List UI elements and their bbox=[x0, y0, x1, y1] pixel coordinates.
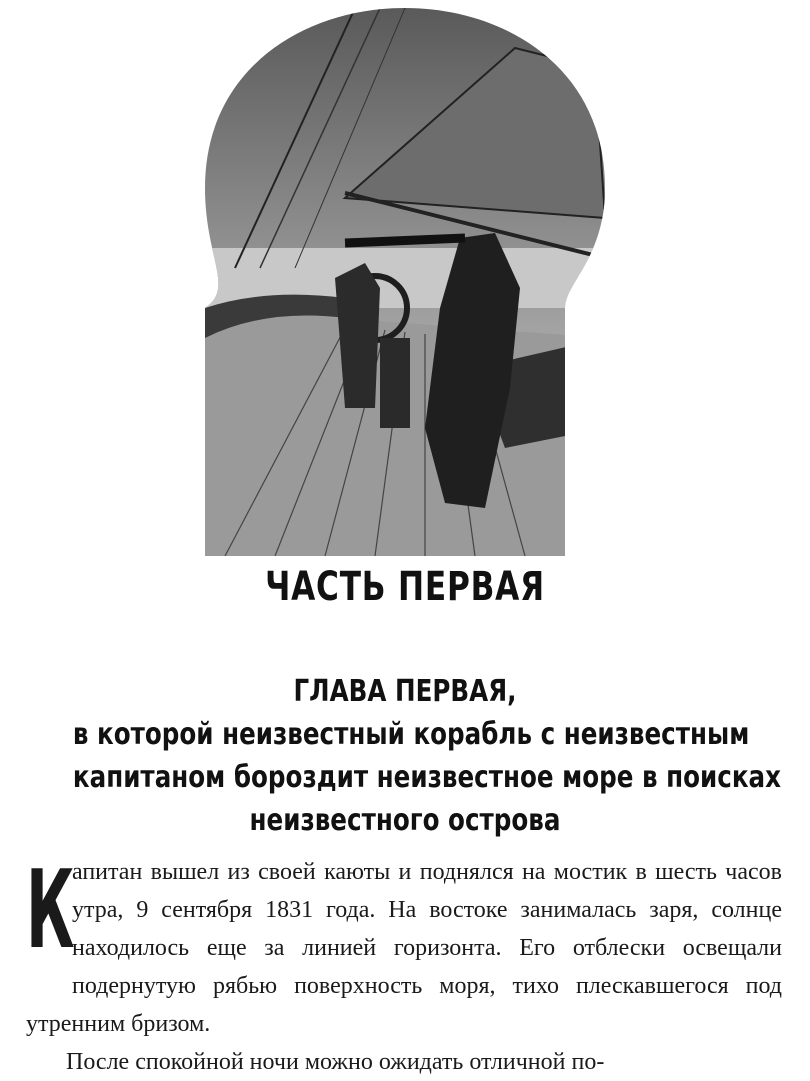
chapter-subtitle-line: в которой неизвестный корабль с неизвестным bbox=[72, 717, 750, 752]
spyglass bbox=[345, 238, 465, 243]
binnacle bbox=[380, 338, 410, 428]
chapter-subtitle-line: неизвестного острова bbox=[249, 803, 561, 838]
chapter-heading bbox=[0, 670, 810, 842]
ship-deck-illustration bbox=[205, 8, 605, 556]
paragraph: апитан вышел из своей каюты и поднялся на мостик в шесть часов утра, 9 сентября 1831 года. На востоке занималась заря, солнце находилось еще за линией горизонта. Его отблески освещали подернутую рябью поверхность моря, тихо плескавшегося под утренним бризом. bbox=[26, 859, 782, 1037]
part-title: ЧАСТЬ ПЕРВАЯ bbox=[265, 564, 545, 610]
chapter-subtitle-line: капитаном бороздит неизвестное море в поисках bbox=[72, 760, 781, 795]
chapter-number: ГЛАВА ПЕРВАЯ, bbox=[293, 674, 517, 709]
drop-cap: К bbox=[26, 848, 75, 973]
paragraph: После спокойной ночи можно ожидать отличной по- bbox=[66, 1049, 605, 1075]
body-text bbox=[26, 848, 782, 1081]
